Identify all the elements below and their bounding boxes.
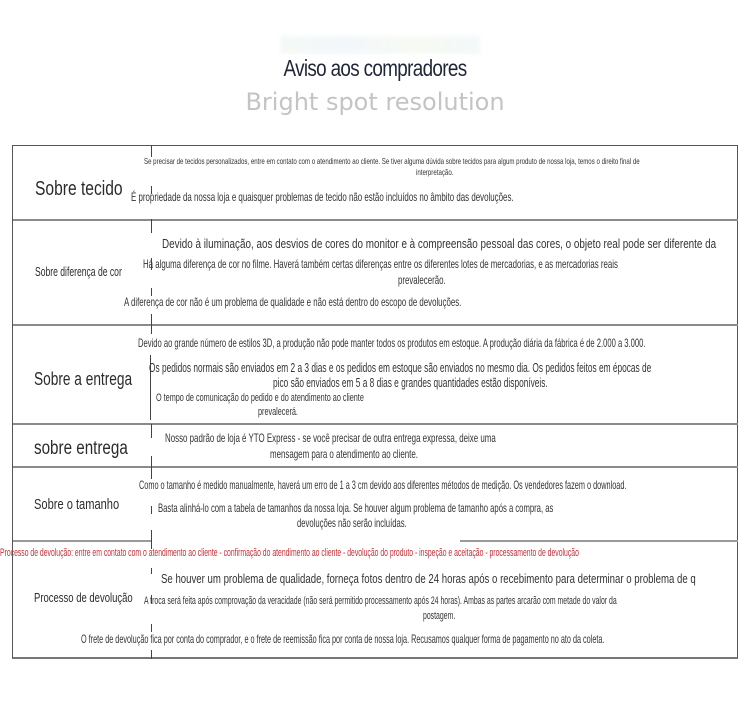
row-text: O tempo de comunicação do pedido e do atendimento ao cliente — [156, 392, 364, 404]
row-text: interpretação. — [416, 167, 454, 177]
row-text: A troca será feita após comprovação da veracidade (não será permitido processamento após 24 horas). Ambas as partes arcarão com metade do valor da — [144, 595, 617, 607]
row-text: Se houver um problema de qualidade, forneça fotos dentro de 24 horas após o recebimento para determinar o problema de q — [161, 571, 696, 586]
row-text: Basta alinhá-lo com a tabela de tamanhos da nossa loja. Se houver algum problema de tamanho após a compra, as — [158, 501, 554, 515]
row-text: Devido à iluminação, aos desvios de cores do monitor e à compreensão pessoal das cores, o objeto real pode ser diferente da — [162, 236, 717, 251]
column-divider — [151, 624, 152, 632]
row-label-tamanho: Sobre o tamanho — [34, 496, 120, 513]
row-divider — [13, 423, 738, 425]
row-divider — [13, 219, 738, 221]
row-text: A diferença de cor não é um problema de qualidade e não está dentro do escopo de devoluções. — [124, 295, 462, 309]
row-text: mensagem para o atendimento ao cliente. — [270, 447, 418, 461]
row-label-sobre-entrega: sobre entrega — [34, 438, 128, 459]
column-divider — [151, 424, 152, 438]
row-divider — [460, 540, 738, 542]
row-text: Os pedidos normais são enviados em 2 a 3 dias e os pedidos em estoque são enviados no mesmo dia. Os pedidos feitos em épocas de — [149, 360, 652, 375]
row-text: prevalecerá. — [258, 406, 298, 418]
column-divider — [151, 506, 152, 514]
row-text: É propriedade da nossa loja e quaisquer problemas de tecido não estão incluídos no âmbito das devoluções. — [131, 190, 514, 204]
page-subtitle: Bright spot resolution — [245, 88, 505, 116]
return-process-banner: Processo de devolução: entre em contato com o atendimento ao cliente - confirmação do atendimento ao cliente - devolução do produto - inspeção e aceitação - processamento de devolução — [0, 547, 579, 559]
row-divider — [13, 540, 151, 542]
column-divider — [151, 219, 152, 233]
row-text: Devido ao grande número de estilos 3D, a produção não pode manter todos os produtos em estoque. A produção diária da fábrica é de 2.000 a 3.000. — [138, 336, 646, 350]
row-label-cor: Sobre diferença de cor — [35, 264, 122, 279]
row-label-entrega: Sobre a entrega — [34, 369, 133, 389]
page-title: Aviso aos compradores — [283, 55, 467, 81]
row-text: pico são enviados em 5 a 8 dias e grandes quantidades estão disponíveis. — [273, 375, 548, 390]
row-divider — [13, 466, 738, 468]
header-decoration — [280, 36, 480, 54]
row-divider — [13, 324, 738, 326]
row-text: Se precisar de tecidos personalizados, entre em contato com o atendimento ao cliente. Se tiver alguma dúvida sobre tecidos para algum produto de nossa loja, temos o direito final de — [144, 156, 640, 166]
row-text: prevalecerão. — [398, 273, 446, 287]
row-text: Nosso padrão de loja é YTO Express - se você precisar de outra entrega expressa, deixe uma — [165, 431, 496, 445]
row-label-devolucao: Processo de devolução — [34, 590, 133, 605]
row-text: devoluções não serão incluídas. — [297, 516, 407, 530]
row-text: postagem. — [423, 610, 456, 622]
column-divider — [151, 324, 152, 334]
row-text: O frete de devolução fica por conta do comprador, e o frete de reemissão fica por conta de nossa loja. Recusamos qualquer forma de pagamento no ato da coleta. — [81, 632, 605, 646]
column-divider — [151, 568, 152, 574]
row-label-tecido: Sobre tecido — [35, 178, 123, 200]
column-divider — [151, 650, 152, 659]
row-text: Como o tamanho é medido manualmente, haverá um erro de 1 a 3 cm devido aos diferentes métodos de medição. Os vendedores fazem o download. — [139, 478, 627, 492]
row-text: Há alguma diferença de cor no filme. Haverá também certas diferenças entre os diferentes lotes de mercadorias, e as mercadorias reais — [143, 257, 618, 271]
